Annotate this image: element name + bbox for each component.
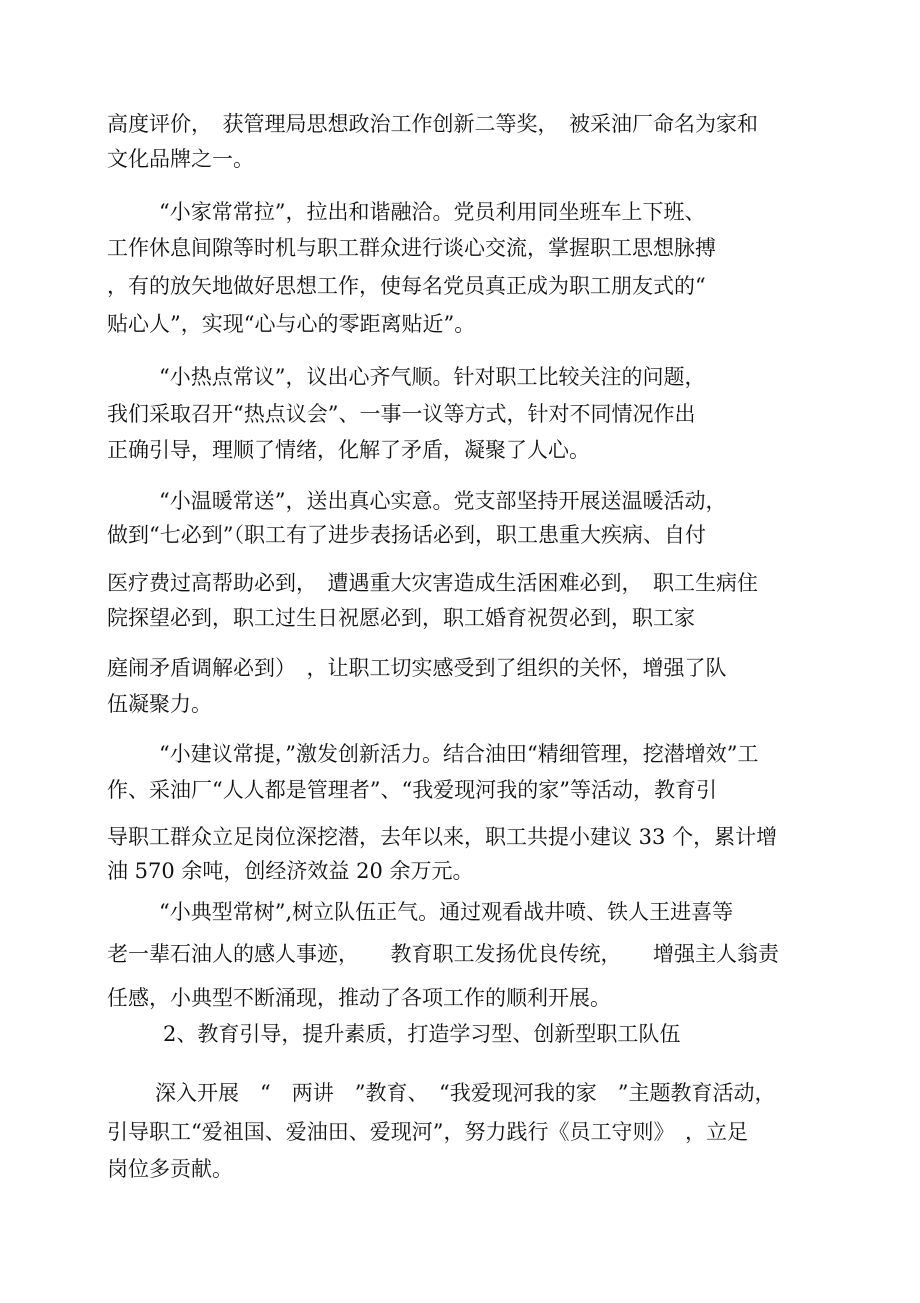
text-line: 工作休息间隙等时机与职工群众进行谈心交流，掌握职工思想脉搏: [107, 236, 716, 260]
text-line: 做到“七必到”（职工有了进步表扬话必到，职工患重大疾病、自付: [107, 523, 706, 547]
text-line: 高度评价， 获管理局思想政治工作创新二等奖， 被采油厂命名为家和: [107, 112, 758, 136]
section-heading: 2、教育引导，提升素质，打造学习型、创新型职工队伍: [163, 1022, 681, 1046]
text-line: ，有的放矢地做好思想工作，使每名党员真正成为职工朋友式的“: [107, 274, 706, 298]
text-line: 深入开展 “ 两讲 ”教育、 “我爱现河我的家 ”主题教育活动，: [155, 1081, 776, 1105]
text-line: 任感，小典型不断涌现，推动了各项工作的顺利开展。: [107, 986, 611, 1010]
text-line: “小家常常拉”，拉出和谐融洽。党员利用同坐班车上下班、: [159, 200, 706, 224]
text-line: 导职工群众立足岗位深挖潜，去年以来，职工共提小建议 33 个，累计增: [107, 825, 778, 849]
text-line: 文化品牌之一。: [107, 147, 254, 171]
text-line: 我们采取召开“热点议会”、一事一议等方式，针对不同情况作出: [107, 402, 696, 426]
text-line: “小典型常树”,树立队伍正气。通过观看战井喷、铁人王进喜等: [159, 900, 734, 924]
text-line: 院探望必到，职工过生日祝愿必到，职工婚育祝贺必到，职工家: [107, 606, 695, 630]
text-line: 正确引导，理顺了情绪，化解了矛盾，凝聚了人心。: [107, 438, 590, 462]
text-line: 伍凝聚力。: [107, 692, 212, 716]
text-line: 庭闹矛盾调解必到） ，让职工切实感受到了组织的关怀，增强了队: [107, 656, 727, 680]
text-line: 医疗费过高帮助必到， 遭遇重大灾害造成生活困难必到， 职工生病住: [107, 571, 758, 595]
text-line: 贴心人”，实现“心与心的零距离贴近”。: [107, 312, 476, 336]
text-line: “小热点常议”，议出心齐气顺。针对职工比较关注的问题，: [159, 365, 706, 389]
text-line: 引导职工“爱祖国、爱油田、爱现河”，努力践行《员工守则》 ，立足: [107, 1120, 748, 1144]
text-line: “小温暖常送”，送出真心实意。党支部坚持开展送温暖活动，: [159, 489, 727, 513]
text-line: 岗位多贡献。: [107, 1157, 233, 1181]
text-line: 油 570 余吨，创经济效益 20 余万元。: [107, 859, 474, 883]
text-line: “小建议常提，”激发创新活力。结合油田“精细管理，挖潜增效”工: [159, 742, 759, 766]
text-line: 老一辈石油人的感人事迹， 教育职工发扬优良传统， 增强主人翁责: [107, 942, 779, 966]
text-line: 作、采油厂“人人都是管理者”、“我爱现河我的家”等活动，教育引: [107, 778, 717, 802]
